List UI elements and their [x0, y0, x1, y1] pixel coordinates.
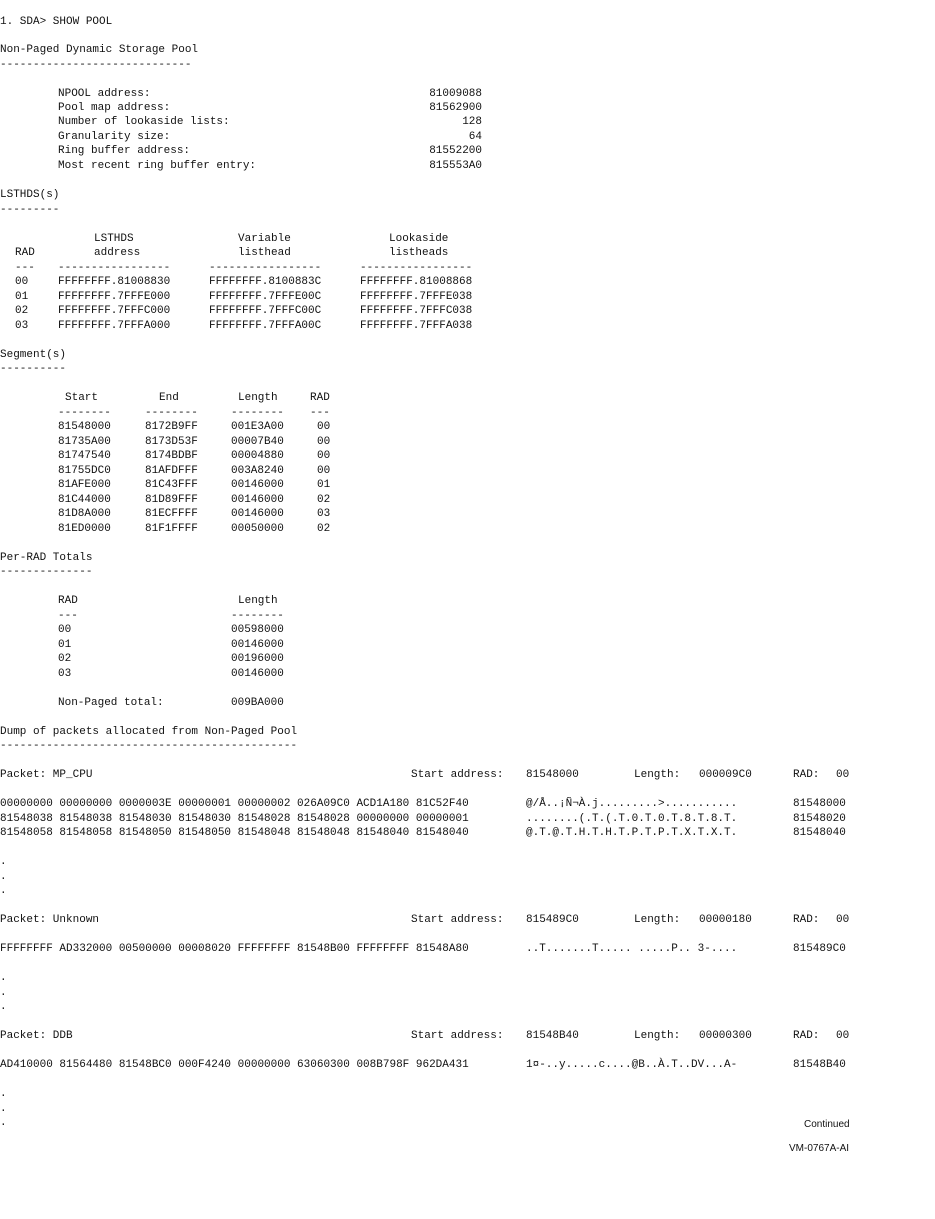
ellipsis-dot: . — [0, 1088, 7, 1100]
segments-dash-length: -------- — [231, 407, 284, 419]
dump-ascii-line: 1¤-..y.....c....@B..À.T..DV...A- — [526, 1059, 738, 1071]
segment-rad: 01 — [317, 479, 331, 491]
dump-address: 81548B40 — [793, 1059, 846, 1071]
packet-name: Packet: DDB — [0, 1030, 73, 1042]
perrad-row-length: 00146000 — [231, 639, 284, 651]
perrad-row-length: 00196000 — [231, 653, 284, 665]
segment-length: 00007B40 — [231, 436, 284, 448]
dump-ascii-line: @/Å..¡Ñ¬À.j.........>........... — [526, 798, 738, 810]
packet-start-label: Start address: — [411, 1030, 504, 1042]
packet-rad-value: 00 — [836, 914, 850, 926]
lsthds-col-rad: RAD — [15, 247, 35, 259]
segment-end: 8172B9FF — [145, 421, 198, 433]
npool-label-poolmap: Pool map address: — [58, 102, 171, 114]
lsthds-underline: --------- — [0, 204, 60, 216]
segments-dash-start: -------- — [58, 407, 111, 419]
lsthds-row-rad: 03 — [15, 320, 29, 332]
dump-ascii-line: ........(.T.(.T.0.T.0.T.8.T.8.T. — [526, 813, 738, 825]
packet-rad-label: RAD: — [793, 769, 820, 781]
lsthds-col2-top: Variable — [238, 233, 291, 245]
npool-underline: ----------------------------- — [0, 59, 192, 71]
perrad-col-rad: RAD — [58, 595, 78, 607]
dump-hex-line: AD410000 81564480 81548BC0 000F4240 00000000 63060300 008B798F 962DA431 — [0, 1059, 469, 1071]
dump-address: 815489C0 — [793, 943, 846, 955]
figure-id: VM-0767A-AI — [789, 1143, 850, 1154]
packet-length-label: Length: — [634, 769, 681, 781]
segment-length: 00050000 — [231, 523, 284, 535]
lsthds-row-rad: 00 — [15, 276, 29, 288]
lsthds-row-lookaside: FFFFFFFF.7FFFC038 — [360, 305, 473, 317]
dump-hex-line: 81548058 81548058 81548050 81548050 81548048 81548048 81548040 81548040 — [0, 827, 469, 839]
lsthds-row-address: FFFFFFFF.7FFFA000 — [58, 320, 171, 332]
lsthds-row-address: FFFFFFFF.7FFFE000 — [58, 291, 171, 303]
lsthds-row-address: FFFFFFFF.81008830 — [58, 276, 171, 288]
segment-length: 00146000 — [231, 508, 284, 520]
perrad-row-rad: 03 — [58, 668, 72, 680]
segment-end: 81AFDFFF — [145, 465, 198, 477]
ellipsis-dot: . — [0, 871, 7, 883]
perrad-dash-rad: --- — [58, 610, 78, 622]
packet-rad-value: 00 — [836, 1030, 850, 1042]
npool-value-poolmap: 81562900 — [429, 102, 482, 114]
segment-rad: 02 — [317, 523, 331, 535]
lsthds-row-lookaside: FFFFFFFF.7FFFE038 — [360, 291, 473, 303]
dump-address: 81548020 — [793, 813, 846, 825]
lsthds-row-lookaside: FFFFFFFF.81008868 — [360, 276, 473, 288]
lsthds-row-lookaside: FFFFFFFF.7FFFA038 — [360, 320, 473, 332]
lsthds-col2-bottom: listhead — [238, 247, 291, 259]
segments-col-length: Length — [238, 392, 278, 404]
packet-rad-value: 00 — [836, 769, 850, 781]
ellipsis-dot: . — [0, 987, 7, 999]
dump-underline: --------------------------------------------- — [0, 740, 298, 752]
npool-heading: Non-Paged Dynamic Storage Pool — [0, 44, 199, 56]
lsthds-col3-top: Lookaside — [389, 233, 449, 245]
dump-hex-line: FFFFFFFF AD332000 00500000 00008020 FFFFFFFF 81548B00 FFFFFFFF 81548A80 — [0, 943, 469, 955]
segment-length: 00146000 — [231, 479, 284, 491]
dump-address: 81548000 — [793, 798, 846, 810]
packet-start-label: Start address: — [411, 769, 504, 781]
npool-label-recent: Most recent ring buffer entry: — [58, 160, 257, 172]
perrad-row-rad: 02 — [58, 653, 72, 665]
ellipsis-dot: . — [0, 972, 7, 984]
dump-heading: Dump of packets allocated from Non-Paged Pool — [0, 726, 298, 738]
segments-heading: Segment(s) — [0, 349, 67, 361]
segment-start: 81548000 — [58, 421, 111, 433]
packet-rad-label: RAD: — [793, 914, 820, 926]
npool-label-address: NPOOL address: — [58, 88, 151, 100]
dump-ascii-line: @.T.@.T.H.T.H.T.P.T.P.T.X.T.X.T. — [526, 827, 738, 839]
lsthds-col3-bottom: listheads — [389, 247, 449, 259]
npool-label-ringbuffer: Ring buffer address: — [58, 145, 191, 157]
segments-col-rad: RAD — [310, 392, 330, 404]
packet-start-value: 81548000 — [526, 769, 579, 781]
segment-start: 81747540 — [58, 450, 111, 462]
segment-length: 00004880 — [231, 450, 284, 462]
segment-rad: 03 — [317, 508, 331, 520]
segment-end: 8174BDBF — [145, 450, 198, 462]
segment-rad: 00 — [317, 465, 331, 477]
packet-start-value: 81548B40 — [526, 1030, 579, 1042]
packet-length-label: Length: — [634, 1030, 681, 1042]
dump-hex-line: 00000000 00000000 0000003E 00000001 00000002 026A09C0 ACD1A180 81C52F40 — [0, 798, 469, 810]
lsthds-row-variable: FFFFFFFF.8100883C — [209, 276, 322, 288]
npool-value-granularity: 64 — [468, 131, 482, 143]
segments-col-start: Start — [65, 392, 99, 404]
lsthds-heading: LSTHDS(s) — [0, 189, 60, 201]
packet-rad-label: RAD: — [793, 1030, 820, 1042]
dump-hex-line: 81548038 81548038 81548030 81548030 81548028 81548028 00000000 00000001 — [0, 813, 469, 825]
perrad-row-length: 00146000 — [231, 668, 284, 680]
segments-col-end: End — [159, 392, 179, 404]
perrad-col-length: Length — [238, 595, 278, 607]
npool-value-address: 81009088 — [429, 88, 482, 100]
ellipsis-dot: . — [0, 1103, 7, 1115]
lsthds-row-rad: 01 — [15, 291, 29, 303]
packet-name: Packet: MP_CPU — [0, 769, 93, 781]
segment-end: 81C43FFF — [145, 479, 198, 491]
npool-value-recent: 815553A0 — [429, 160, 482, 172]
segment-length: 003A8240 — [231, 465, 284, 477]
segment-length: 001E3A00 — [231, 421, 284, 433]
segment-end: 81ECFFFF — [145, 508, 198, 520]
perrad-row-rad: 01 — [58, 639, 72, 651]
segments-dash-end: -------- — [145, 407, 198, 419]
lsthds-dash-rad: --- — [15, 262, 35, 274]
segment-rad: 00 — [317, 436, 331, 448]
lsthds-dash-col3: ----------------- — [360, 262, 473, 274]
segment-start: 81C44000 — [58, 494, 111, 506]
lsthds-row-variable: FFFFFFFF.7FFFC00C — [209, 305, 322, 317]
perrad-total-label: Non-Paged total: — [58, 697, 164, 709]
lsthds-row-rad: 02 — [15, 305, 29, 317]
segment-start: 81755DC0 — [58, 465, 111, 477]
segment-end: 81F1FFFF — [145, 523, 198, 535]
segment-rad: 00 — [317, 421, 331, 433]
lsthds-dash-col1: ----------------- — [58, 262, 171, 274]
segment-length: 00146000 — [231, 494, 284, 506]
lsthds-row-address: FFFFFFFF.7FFFC000 — [58, 305, 171, 317]
packet-start-label: Start address: — [411, 914, 504, 926]
lsthds-row-variable: FFFFFFFF.7FFFA00C — [209, 320, 322, 332]
segment-rad: 00 — [317, 450, 331, 462]
segment-start: 81D8A000 — [58, 508, 111, 520]
packet-name: Packet: Unknown — [0, 914, 100, 926]
perrad-row-length: 00598000 — [231, 624, 284, 636]
npool-value-ringbuffer: 81552200 — [429, 145, 482, 157]
ellipsis-dot: . — [0, 885, 7, 897]
packet-length-value: 00000180 — [699, 914, 752, 926]
segment-end: 8173D53F — [145, 436, 198, 448]
segment-end: 81D89FFF — [145, 494, 198, 506]
segment-start: 81ED0000 — [58, 523, 111, 535]
ellipsis-dot: . — [0, 1001, 7, 1013]
dump-ascii-line: ..T.......T..... .....P.. 3-.... — [526, 943, 738, 955]
segment-rad: 02 — [317, 494, 331, 506]
lsthds-row-variable: FFFFFFFF.7FFFE00C — [209, 291, 322, 303]
npool-label-granularity: Granularity size: — [58, 131, 171, 143]
ellipsis-dot: . — [0, 856, 7, 868]
lsthds-col1-bottom: address — [94, 247, 141, 259]
npool-value-lookaside: 128 — [462, 116, 482, 128]
lsthds-col1-top: LSTHDS — [94, 233, 134, 245]
segment-start: 81735A00 — [58, 436, 111, 448]
perrad-total-value: 009BA000 — [231, 697, 284, 709]
perrad-heading: Per-RAD Totals — [0, 552, 93, 564]
continued-label: Continued — [804, 1119, 850, 1130]
dump-address: 81548040 — [793, 827, 846, 839]
perrad-underline: -------------- — [0, 566, 93, 578]
command-line: 1. SDA> SHOW POOL — [0, 16, 113, 28]
segments-underline: ---------- — [0, 363, 67, 375]
packet-length-value: 00000300 — [699, 1030, 752, 1042]
packet-length-value: 000009C0 — [699, 769, 752, 781]
lsthds-dash-col2: ----------------- — [209, 262, 322, 274]
segments-dash-rad: --- — [310, 407, 330, 419]
perrad-row-rad: 00 — [58, 624, 72, 636]
npool-label-lookaside: Number of lookaside lists: — [58, 116, 230, 128]
packet-start-value: 815489C0 — [526, 914, 579, 926]
perrad-dash-length: -------- — [231, 610, 284, 622]
packet-length-label: Length: — [634, 914, 681, 926]
segment-start: 81AFE000 — [58, 479, 111, 491]
ellipsis-dot: . — [0, 1117, 7, 1129]
